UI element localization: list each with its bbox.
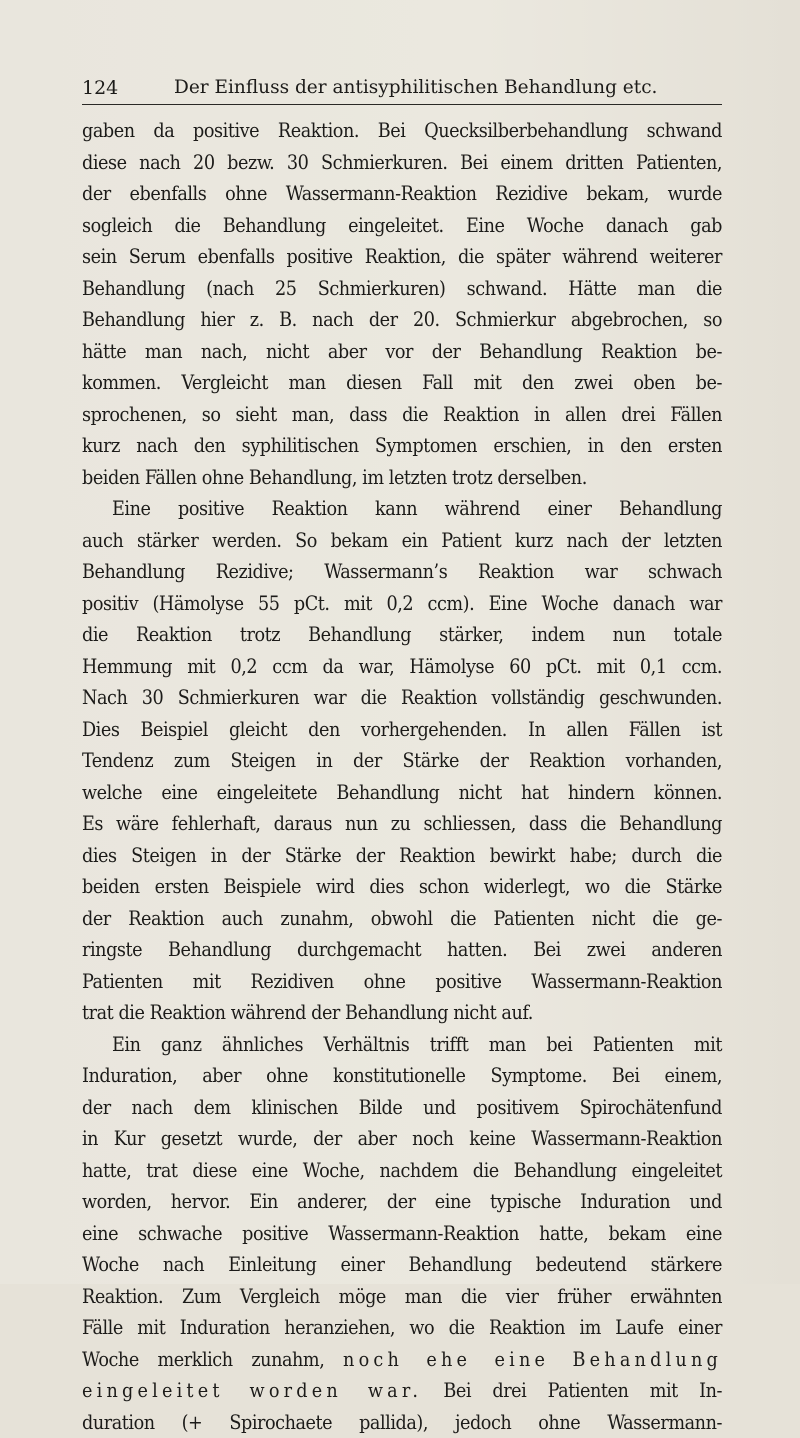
text-line: Eine positive Reaktion kann während einer Behandlung [82,493,722,525]
text-line [82,1375,722,1407]
text-line: sprochenen, so sieht man, dass die Reaktion in allen drei Fällen [82,399,722,431]
text-line: diese nach 20 bezw. 30 Schmierkuren. Bei einem dritten Patienten, [82,147,722,179]
text-line: hätte man nach, nicht aber vor der Behandlung Reaktion be- [82,336,722,368]
text-line: Nach 30 Schmierkuren war die Reaktion vollständig geschwunden. [82,682,722,714]
text-line: worden, hervor. Ein anderer, der eine typische Induration und [82,1186,722,1218]
text-line: trat die Reaktion während der Behandlung nicht auf. [82,997,722,1029]
text-line: Woche nach Einleitung einer Behandlung bedeutend stärkere [82,1249,722,1281]
text-line: sogleich die Behandlung eingeleitet. Eine Woche danach gab [82,210,722,242]
text-line: Behandlung (nach 25 Schmierkuren) schwand. Hätte man die [82,273,722,305]
text-line: Ein ganz ähnliches Verhältnis trifft man bei Patienten mit [82,1029,722,1061]
text-line: hatte, trat diese eine Woche, nachdem die Behandlung eingeleitet [82,1155,722,1187]
text-line: sein Serum ebenfalls positive Reaktion, die später während weiterer [82,241,722,273]
emphasized-text: eingeleitet worden war. [82,1379,422,1402]
text-segment: Woche merklich zunahm, [82,1348,343,1371]
text-line: Es wäre fehlerhaft, daraus nun zu schliessen, dass die Behandlung [82,808,722,840]
text-line: Hemmung mit 0,2 ccm da war, Hämolyse 60 pCt. mit 0,1 ccm. [82,651,722,683]
text-line: ringste Behandlung durchgemacht hatten. Bei zwei anderen [82,934,722,966]
text-line: der ebenfalls ohne Wassermann-Reaktion Rezidive bekam, wurde [82,178,722,210]
text-line: Induration, aber ohne konstitutionelle Symptome. Bei einem, [82,1060,722,1092]
text-line: welche eine eingeleitete Behandlung nicht hat hindern können. [82,777,722,809]
text-line: in Kur gesetzt wurde, der aber noch keine Wassermann-Reaktion [82,1123,722,1155]
text-line: Behandlung Rezidive; Wassermann’s Reaktion war schwach [82,556,722,588]
text-line: gaben da positive Reaktion. Bei Quecksilberbehandlung schwand [82,115,722,147]
text-line: positiv (Hämolyse 55 pCt. mit 0,2 ccm). Eine Woche danach war [82,588,722,620]
text-line: eine schwache positive Wassermann-Reaktion hatte, bekam eine [82,1218,722,1250]
text-line: beiden Fällen ohne Behandlung, im letzten trotz derselben. [82,462,722,494]
emphasized-text: noch ehe eine Behandlung [343,1348,722,1371]
text-line: Dies Beispiel gleicht den vorhergehenden. In allen Fällen ist [82,714,722,746]
text-line: Reaktion. Zum Vergleich möge man die vier früher erwähnten [82,1281,722,1313]
text-line: der Reaktion auch zunahm, obwohl die Patienten nicht die ge- [82,903,722,935]
text-line: kurz nach den syphilitischen Symptomen erschien, in den ersten [82,430,722,462]
text-line: beiden ersten Beispiele wird dies schon widerlegt, wo die Stärke [82,871,722,903]
body-text [82,115,722,1438]
text-line: dies Steigen in der Stärke der Reaktion bewirkt habe; durch die [82,840,722,872]
text-line: Behandlung hier z. B. nach der 20. Schmierkur abgebrochen, so [82,304,722,336]
text-line: die Reaktion trotz Behandlung stärker, indem nun totale [82,619,722,651]
page-number: 124 [82,73,118,103]
text-line: Fälle mit Induration heranziehen, wo die Reaktion im Laufe einer [82,1312,722,1344]
text-line: Tendenz zum Steigen in der Stärke der Reaktion vorhanden, [82,745,722,777]
text-line: kommen. Vergleicht man diesen Fall mit den zwei oben be- [82,367,722,399]
text-line: duration (+ Spirochaete pallida), jedoch ohne Wassermann- [82,1407,722,1438]
text-line [82,1344,722,1376]
text-line: auch stärker werden. So bekam ein Patient kurz nach der letzten [82,525,722,557]
running-title: Der Einfluss der antisyphilitischen Behandlung etc. [174,73,657,103]
text-line: Patienten mit Rezidiven ohne positive Wassermann-Reaktion [82,966,722,998]
text-segment: Bei drei Patienten mit In- [422,1379,722,1402]
header-rule [82,104,722,105]
page-header [82,73,722,103]
text-line: der nach dem klinischen Bilde und positivem Spirochätenfund [82,1092,722,1124]
